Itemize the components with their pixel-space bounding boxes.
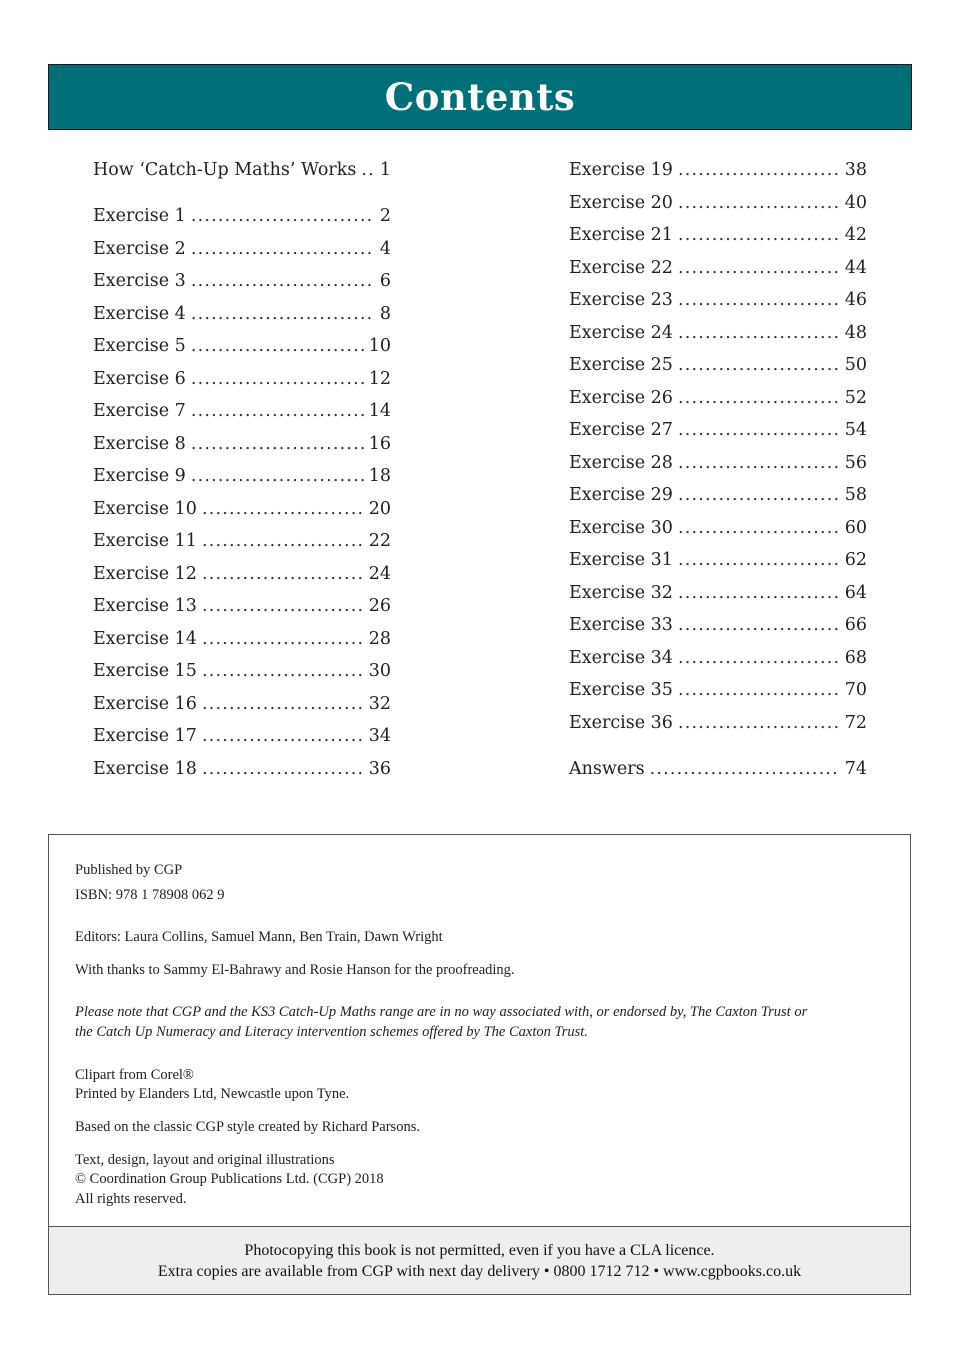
toc-entry[interactable] bbox=[569, 388, 867, 412]
toc-entry-page: 64 bbox=[844, 582, 867, 603]
toc-entry-label: Exercise 21 bbox=[569, 225, 673, 245]
toc-leader-dots bbox=[191, 304, 375, 324]
toc-entry-label: Exercise 26 bbox=[569, 387, 673, 408]
toc-entry-label: How ‘Catch-Up Maths’ Works bbox=[93, 160, 357, 180]
toc-entry-page: 12 bbox=[368, 368, 391, 389]
toc-leader-dots bbox=[202, 726, 364, 746]
toc-entry-label: Exercise 23 bbox=[569, 290, 673, 310]
toc-leader-dots bbox=[678, 648, 840, 668]
toc-leader-dots bbox=[202, 596, 364, 616]
toc-entry[interactable] bbox=[569, 759, 867, 783]
toc-leader-dots bbox=[678, 290, 840, 310]
toc-entry-page: 30 bbox=[368, 661, 391, 681]
toc-leader-dots bbox=[678, 420, 840, 440]
toc-entry[interactable] bbox=[93, 206, 391, 230]
toc-entry-page: 66 bbox=[844, 615, 867, 635]
toc-leader-dots bbox=[191, 369, 364, 389]
toc-entry-page: 32 bbox=[368, 693, 391, 714]
toc-entry-page: 24 bbox=[368, 563, 391, 584]
toc-entry-page: 4 bbox=[379, 238, 391, 259]
toc-leader-dots bbox=[202, 564, 364, 584]
toc-leader-dots bbox=[191, 239, 375, 259]
toc-entry[interactable] bbox=[569, 550, 867, 574]
toc-entry-page: 58 bbox=[844, 485, 867, 505]
toc-entry-page: 46 bbox=[844, 290, 867, 310]
toc-entry-page: 10 bbox=[368, 336, 391, 356]
toc-leader-dots bbox=[202, 661, 364, 681]
toc-entry-page: 54 bbox=[844, 420, 867, 440]
toc-entry[interactable] bbox=[569, 193, 867, 217]
toc-leader-dots bbox=[678, 160, 840, 180]
toc-entry-page: 1 bbox=[379, 160, 391, 180]
toc-leader-dots bbox=[650, 759, 840, 779]
toc-leader-dots bbox=[191, 466, 364, 486]
toc-entry-page: 20 bbox=[368, 498, 391, 519]
photocopy-notice: Photocopying this book is not permitted, even if you have a CLA licence. bbox=[244, 1241, 715, 1259]
toc-entry-label: Exercise 17 bbox=[93, 726, 197, 746]
toc-entry-page: 28 bbox=[368, 628, 391, 649]
toc-entry-label: Exercise 18 bbox=[93, 758, 197, 779]
toc-leader-dots bbox=[202, 499, 364, 519]
toc-entry-page: 68 bbox=[844, 647, 867, 668]
toc-entry-label: Exercise 36 bbox=[569, 712, 673, 733]
published-by: Published by CGP bbox=[75, 862, 183, 878]
toc-entry[interactable] bbox=[569, 355, 867, 379]
publication-info-box bbox=[48, 834, 911, 1295]
toc-entry-label: Exercise 34 bbox=[569, 647, 673, 668]
toc-entry[interactable] bbox=[569, 583, 867, 607]
clipart-credit: Clipart from Corel® bbox=[75, 1067, 194, 1083]
toc-entry[interactable] bbox=[93, 336, 391, 360]
toc-entry-label: Exercise 1 bbox=[93, 206, 186, 226]
toc-entry-label: Exercise 10 bbox=[93, 498, 197, 519]
toc-entry-label: Exercise 14 bbox=[93, 628, 197, 649]
copyright-line-1: Text, design, layout and original illustrations bbox=[75, 1152, 335, 1168]
toc-entry-label: Exercise 35 bbox=[569, 680, 673, 700]
toc-entry-label: Exercise 8 bbox=[93, 433, 186, 454]
toc-leader-dots bbox=[678, 518, 840, 538]
toc-entry-label: Exercise 31 bbox=[569, 550, 673, 570]
toc-entry[interactable] bbox=[93, 271, 391, 295]
toc-leader-dots bbox=[678, 193, 840, 213]
toc-entry-page: 38 bbox=[844, 160, 867, 180]
toc-leader-dots bbox=[678, 550, 840, 570]
toc-entry-label: Exercise 28 bbox=[569, 452, 673, 473]
page-title: Contents bbox=[384, 75, 576, 119]
toc-entry-label: Exercise 4 bbox=[93, 303, 186, 324]
toc-entry[interactable] bbox=[569, 290, 867, 314]
toc-leader-dots bbox=[202, 531, 364, 551]
toc-entry-label: Exercise 11 bbox=[93, 531, 197, 551]
toc-leader-dots bbox=[191, 336, 364, 356]
copyright-line-2: © Coordination Group Publications Ltd. (CGP) 2018 bbox=[75, 1171, 384, 1187]
toc-entry-page: 16 bbox=[368, 433, 391, 454]
toc-entry-label: Exercise 19 bbox=[569, 160, 673, 180]
toc-entry[interactable] bbox=[93, 564, 391, 588]
toc-entry-label: Exercise 2 bbox=[93, 238, 186, 259]
toc-entry-label: Exercise 32 bbox=[569, 582, 673, 603]
toc-entry[interactable] bbox=[93, 596, 391, 620]
toc-entry-label: Exercise 9 bbox=[93, 466, 186, 486]
toc-leader-dots bbox=[678, 355, 840, 375]
toc-entry[interactable] bbox=[93, 239, 391, 263]
toc-entry-page: 6 bbox=[379, 271, 391, 291]
toc-entry[interactable] bbox=[93, 499, 391, 523]
toc-entry-page: 14 bbox=[368, 401, 391, 421]
toc-leader-dots bbox=[202, 629, 364, 649]
photocopy-notice-band bbox=[49, 1226, 910, 1294]
disclaimer-line-1: Please note that CGP and the KS3 Catch-Up Maths range are in no way associated with, or endorsed by, The Caxton Trust or bbox=[75, 1004, 808, 1020]
toc-entry-page: 42 bbox=[844, 225, 867, 245]
toc-entry-page: 22 bbox=[368, 531, 391, 551]
toc-leader-dots bbox=[678, 485, 840, 505]
toc-leader-dots bbox=[191, 401, 364, 421]
toc-leader-dots bbox=[191, 206, 375, 226]
toc-entry[interactable] bbox=[93, 531, 391, 555]
toc-entry[interactable] bbox=[93, 466, 391, 490]
toc-entry[interactable] bbox=[569, 713, 867, 737]
disclaimer-line-2: the Catch Up Numeracy and Literacy intervention schemes offered by The Caxton Trust. bbox=[75, 1024, 588, 1040]
toc-leader-dots bbox=[678, 615, 840, 635]
toc-leader-dots bbox=[678, 713, 840, 733]
toc-entry[interactable] bbox=[569, 680, 867, 704]
toc-entry-label: Answers bbox=[569, 758, 645, 779]
toc-entry[interactable] bbox=[93, 160, 391, 184]
toc-entry[interactable] bbox=[93, 304, 391, 328]
toc-entry-page: 50 bbox=[844, 355, 867, 375]
toc-entry[interactable] bbox=[569, 160, 867, 184]
editors: Editors: Laura Collins, Samuel Mann, Ben Train, Dawn Wright bbox=[75, 929, 443, 945]
toc-leader-dots bbox=[678, 388, 840, 408]
toc-entry-page: 36 bbox=[368, 758, 391, 779]
toc-entry-page: 48 bbox=[844, 322, 867, 343]
toc-entry-label: Exercise 6 bbox=[93, 368, 186, 389]
toc-entry-page: 26 bbox=[368, 596, 391, 616]
toc-entry-label: Exercise 33 bbox=[569, 615, 673, 635]
isbn: ISBN: 978 1 78908 062 9 bbox=[75, 887, 225, 903]
toc-entry-page: 40 bbox=[844, 192, 867, 213]
toc-entry[interactable] bbox=[569, 453, 867, 477]
contents-banner bbox=[48, 64, 912, 130]
toc-entry-label: Exercise 29 bbox=[569, 485, 673, 505]
toc-entry-label: Exercise 12 bbox=[93, 563, 197, 584]
toc-entry-page: 62 bbox=[844, 550, 867, 570]
toc-entry-page: 74 bbox=[844, 758, 867, 779]
toc-entry-page: 56 bbox=[844, 452, 867, 473]
toc-entry[interactable] bbox=[569, 648, 867, 672]
toc-entry[interactable] bbox=[569, 615, 867, 639]
toc-entry-label: Exercise 25 bbox=[569, 355, 673, 375]
toc-entry[interactable] bbox=[93, 661, 391, 685]
toc-entry-label: Exercise 22 bbox=[569, 257, 673, 278]
toc-entry-label: Exercise 15 bbox=[93, 661, 197, 681]
toc-entry-label: Exercise 13 bbox=[93, 596, 197, 616]
toc-entry[interactable] bbox=[569, 323, 867, 347]
toc-leader-dots bbox=[361, 160, 375, 180]
toc-entry-page: 70 bbox=[844, 680, 867, 700]
toc-entry-label: Exercise 24 bbox=[569, 322, 673, 343]
toc-leader-dots bbox=[678, 225, 840, 245]
style-credit: Based on the classic CGP style created by Richard Parsons. bbox=[75, 1119, 420, 1135]
toc-entry[interactable] bbox=[93, 629, 391, 653]
copyright-line-3: All rights reserved. bbox=[75, 1191, 187, 1207]
toc-leader-dots bbox=[678, 453, 840, 473]
toc-entry-page: 52 bbox=[844, 387, 867, 408]
toc-leader-dots bbox=[678, 258, 840, 278]
toc-leader-dots bbox=[678, 680, 840, 700]
toc-entry[interactable] bbox=[93, 369, 391, 393]
toc-entry-page: 60 bbox=[844, 517, 867, 538]
toc-entry-page: 18 bbox=[368, 466, 391, 486]
toc-leader-dots bbox=[191, 434, 364, 454]
toc-entry[interactable] bbox=[93, 726, 391, 750]
toc-leader-dots bbox=[202, 694, 364, 714]
toc-entry-label: Exercise 7 bbox=[93, 401, 186, 421]
toc-entry-label: Exercise 20 bbox=[569, 192, 673, 213]
toc-entry-label: Exercise 27 bbox=[569, 420, 673, 440]
toc-entry-page: 34 bbox=[368, 726, 391, 746]
toc-entry-label: Exercise 5 bbox=[93, 336, 186, 356]
toc-entry[interactable] bbox=[569, 258, 867, 282]
extra-copies-notice: Extra copies are available from CGP with next day delivery • 0800 1712 712 • www.cgpbooks.co.uk bbox=[157, 1262, 802, 1280]
toc-entry[interactable] bbox=[569, 485, 867, 509]
toc-entry[interactable] bbox=[569, 518, 867, 542]
thanks: With thanks to Sammy El-Bahrawy and Rosie Hanson for the proofreading. bbox=[75, 962, 515, 978]
toc-entry-page: 8 bbox=[379, 303, 391, 324]
toc-entry-label: Exercise 3 bbox=[93, 271, 186, 291]
toc-leader-dots bbox=[191, 271, 375, 291]
toc-entry-label: Exercise 30 bbox=[569, 517, 673, 538]
toc-entry[interactable] bbox=[93, 401, 391, 425]
toc-leader-dots bbox=[678, 583, 840, 603]
toc-entry-page: 44 bbox=[844, 257, 867, 278]
toc-entry[interactable] bbox=[569, 420, 867, 444]
toc-entry[interactable] bbox=[93, 434, 391, 458]
toc-entry[interactable] bbox=[93, 694, 391, 718]
toc-entry-page: 72 bbox=[844, 712, 867, 733]
printer-credit: Printed by Elanders Ltd, Newcastle upon Tyne. bbox=[75, 1086, 350, 1102]
toc-entry-label: Exercise 16 bbox=[93, 693, 197, 714]
toc-entry[interactable] bbox=[93, 759, 391, 783]
toc-entry-page: 2 bbox=[379, 206, 391, 226]
toc-leader-dots bbox=[202, 759, 364, 779]
toc-leader-dots bbox=[678, 323, 840, 343]
toc-entry[interactable] bbox=[569, 225, 867, 249]
